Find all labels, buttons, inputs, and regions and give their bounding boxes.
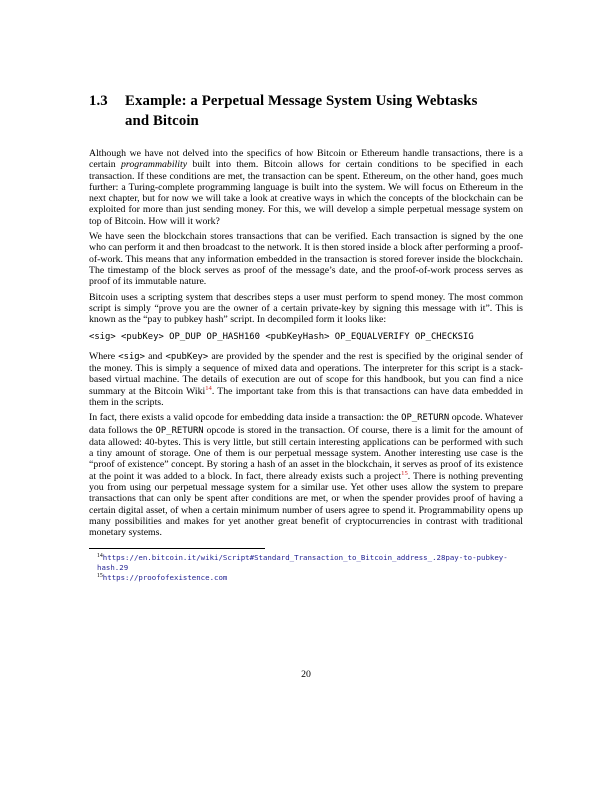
footnotes-section (89, 548, 523, 584)
inline-code: OP_RETURN (401, 413, 450, 424)
section-heading (89, 92, 523, 131)
footnote-link[interactable]: https://proofofexistence.com (102, 572, 228, 582)
paragraph (89, 292, 523, 326)
page-number: 20 (301, 669, 311, 680)
text-run: We have seen the blockchain stores transactions that can be verified. Each transaction is signed by the one who can perform it and then broadcast to the network. It is then stored inside a block after performing a proof-of-work. This means that any information embedded in the transaction is stored forever inside the blockchain. The timestamp of the block serves as proof of the message’s date, and the proof-of-work process serves as proof of its immutable nature. (89, 231, 523, 288)
footnote-ref[interactable]: 15 (401, 470, 408, 478)
code-block: <sig> <pubKey> OP_DUP OP_HASH160 <pubKeyHash> OP_EQUALVERIFY OP_CHECKSIG (89, 332, 474, 343)
footnote-link[interactable]: https://en.bitcoin.it/wiki/Script#Standard_Transaction_to_Bitcoin_address_.28pay-to-pubkey-hash.29 (97, 552, 508, 572)
text-run: Although we have not delved into the specifics of how Bitcoin or Ethereum handle transactions, there is a certain (89, 148, 523, 171)
inline-code: <sig> (118, 351, 145, 362)
text-run: opcode. Whatever data follows the (89, 412, 523, 436)
text-run: . There is nothing preventing you from using our perpetual message system for a similar use. Yet other uses allow the system to prepare transactions that can only be spent after conditions are met, or when the spender provides proof of having a certain digital asset, of when a certain minimum number of users agree to spend it. Programmability opens up many possibilities and makes for yet another great benefit of cryptocurrencies in contrast with traditional monetary systems. (89, 470, 524, 539)
paragraph (89, 412, 523, 538)
footnote-rule (89, 548, 265, 549)
text-run: and (145, 350, 166, 362)
section-title-line2: and Bitcoin (125, 112, 199, 129)
paragraph (89, 231, 523, 287)
footnote-marker: 15 (97, 573, 103, 580)
paragraph (89, 148, 523, 227)
text-run: are provided by the spender and the rest is specified by the original sender of the money. This is simply a sequence of mixed data and operations. The interpreter for this script is a stack-based virtual machine. The details of execution are out of scope for this handbook, but you can find a nice summary at the Bitcoin Wiki (89, 350, 523, 397)
text-run: opcode is stored in the transaction. Of course, there is a limit for the amount of data allowed: 40-bytes. This is very little, but still certain interesting applications can be performed with such a tiny amount of storage. One of them is our perpetual message system. Another interesting use case is the “proof of existence” concept. By storing a hash of an asset in the blockchain, it serves as proof of its existence at the point it was added to a block. In fact, there already exists such a project (89, 424, 523, 482)
footnote-marker: 14 (97, 552, 103, 559)
paragraph (89, 351, 523, 408)
text-run: . The important take from this is that transactions can have data embedded in them in the scripts. (89, 385, 523, 408)
text-block (89, 92, 523, 583)
footnote (89, 573, 523, 583)
section-title (125, 92, 477, 131)
section-number: 1.3 (89, 93, 108, 109)
text-run: In fact, there exists a valid opcode for embedding data inside a transaction: the (89, 412, 402, 424)
footnote (89, 553, 523, 573)
text-run: Where (89, 350, 119, 362)
footnote-ref[interactable]: 14 (205, 385, 212, 393)
text-run: Bitcoin uses a scripting system that describes steps a user must perform to spend money. The most common script is simply “prove you are the owner of a certain private-key by signing this message with it”. This is known as the “pay to pubkey hash” script. In decompiled form it looks like: (89, 291, 523, 326)
section-title-line1: Example: a Perpetual Message System Using Webtasks (125, 93, 478, 109)
inline-code: OP_RETURN (155, 425, 204, 436)
text-run: programmability (121, 159, 188, 171)
inline-code: <pubKey> (165, 351, 209, 362)
text-run: built into them. Bitcoin allows for certain conditions to be specified in each transaction. If these conditions are met, the transaction can be spent. Ethereum, on the other hand, goes much further: a Turing-complete programming language is built into the system. We will focus on Ethereum in the next chapter, but for now we will take a look at creative ways in which the concepts of the blockchain can be exploited for more than just sending money. For this, we will develop a simple perpetual message system on top of Bitcoin. How will it work? (89, 159, 523, 227)
